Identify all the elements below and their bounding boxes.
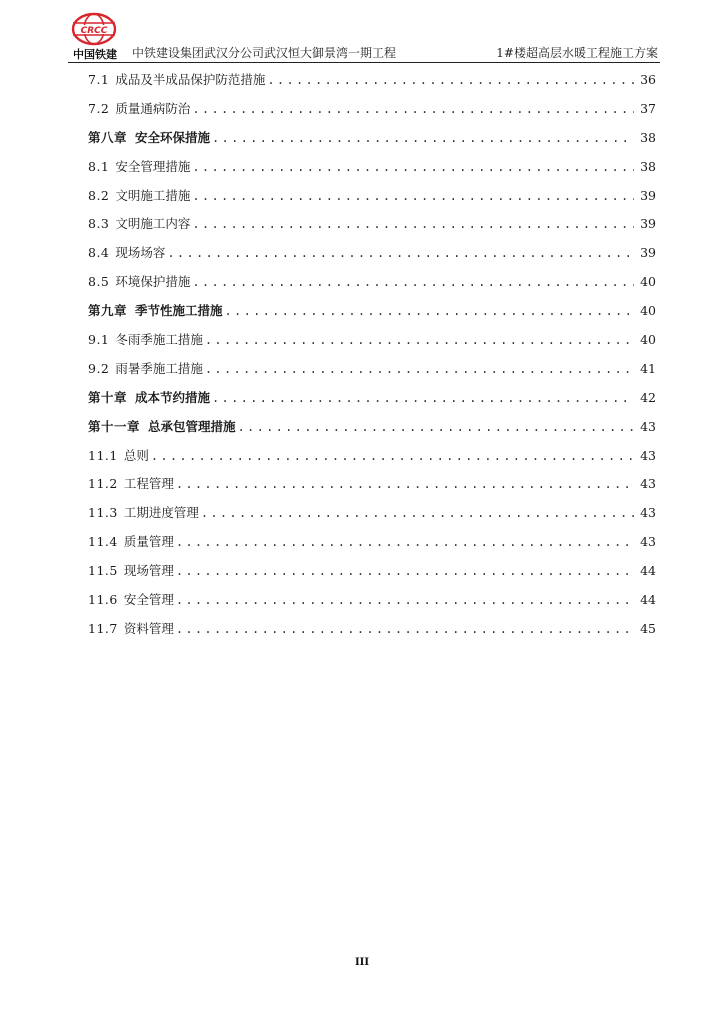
toc-entry-page: 44 [640, 563, 656, 579]
toc-entry-title: 安全环保措施 [135, 129, 211, 145]
toc-dot-leader [192, 268, 634, 297]
toc-entry-title: 成本节约措施 [135, 389, 211, 405]
toc-dot-leader [192, 95, 634, 124]
header-document-title: 1#楼超高层水暖工程施工方案 [496, 46, 658, 60]
toc-entry-title: 质量通病防治 [115, 100, 191, 116]
toc-entry-number: 第十章 [88, 389, 128, 405]
toc-section-entry[interactable] [88, 355, 656, 384]
toc-entry-page: 37 [640, 100, 656, 116]
toc-entry-page: 36 [640, 72, 656, 87]
toc-entry-number: 11.4 [88, 534, 118, 550]
toc-chapter-entry[interactable] [88, 384, 656, 413]
toc-entry-page: 43 [640, 534, 656, 550]
toc-entry-page: 43 [640, 505, 656, 521]
toc-entry-title: 工期进度管理 [123, 505, 199, 521]
toc-section-entry[interactable] [88, 239, 656, 268]
table-of-contents [88, 66, 656, 644]
toc-dot-leader [151, 442, 634, 471]
toc-section-entry[interactable] [88, 528, 656, 557]
toc-entry-page: 39 [640, 216, 656, 232]
toc-entry-page: 38 [640, 158, 656, 174]
toc-entry-number: 第九章 [88, 303, 128, 319]
toc-section-entry[interactable] [88, 586, 656, 615]
header-project-title: 中铁建设集团武汉分公司武汉恒大御景湾一期工程 [132, 46, 397, 60]
toc-entry-number: 11.7 [88, 620, 118, 636]
toc-chapter-entry[interactable] [88, 297, 656, 326]
toc-entry-page: 39 [640, 187, 656, 203]
toc-dot-leader [167, 239, 634, 268]
toc-dot-leader [176, 615, 634, 644]
toc-entry-number: 11.1 [88, 447, 118, 463]
toc-dot-leader [192, 153, 634, 182]
toc-entry-title: 季节性施工措施 [135, 303, 223, 319]
toc-entry-number: 第八章 [88, 129, 128, 145]
toc-entry-title: 现场管理 [123, 563, 174, 579]
toc-section-entry[interactable] [88, 95, 656, 124]
toc-entry-page: 43 [640, 476, 656, 492]
crcc-logo [68, 12, 120, 62]
toc-entry-title: 安全管理 [123, 592, 174, 608]
crcc-globe-icon [70, 12, 118, 48]
toc-entry-title: 安全管理措施 [115, 158, 191, 174]
toc-entry-number: 9.1 [88, 332, 110, 348]
toc-entry-number: 8.5 [88, 274, 110, 290]
toc-entry-page: 41 [640, 360, 656, 376]
toc-section-entry[interactable] [88, 66, 656, 95]
toc-entry-number: 9.2 [88, 360, 110, 376]
toc-entry-number: 7.2 [88, 100, 110, 116]
toc-entry-number: 11.6 [88, 592, 118, 608]
toc-entry-page: 45 [640, 620, 656, 636]
toc-section-entry[interactable] [88, 153, 656, 182]
toc-entry-title: 总承包管理措施 [148, 418, 236, 434]
toc-entry-number: 第十一章 [88, 418, 141, 434]
toc-dot-leader [238, 413, 634, 442]
toc-entry-page: 43 [640, 418, 656, 434]
toc-dot-leader [201, 499, 634, 528]
toc-section-entry[interactable] [88, 499, 656, 528]
toc-entry-title: 冬雨季施工措施 [115, 332, 203, 348]
toc-chapter-entry[interactable] [88, 124, 656, 153]
toc-entry-page: 40 [640, 332, 656, 348]
toc-entry-page: 38 [640, 129, 656, 145]
toc-entry-number: 11.2 [88, 476, 118, 492]
toc-section-entry[interactable] [88, 182, 656, 211]
toc-entry-title: 雨暑季施工措施 [115, 360, 203, 376]
toc-entry-title: 文明施工措施 [115, 187, 191, 203]
toc-dot-leader [176, 557, 634, 586]
toc-section-entry[interactable] [88, 326, 656, 355]
toc-entry-page: 42 [640, 389, 656, 405]
toc-entry-number: 7.1 [88, 72, 110, 87]
logo-mark-text: CRCC [80, 26, 108, 36]
toc-dot-leader [212, 124, 634, 153]
toc-entry-title: 成品及半成品保护防范措施 [115, 72, 266, 87]
toc-section-entry[interactable] [88, 442, 656, 471]
toc-dot-leader [205, 326, 634, 355]
toc-section-entry[interactable] [88, 470, 656, 499]
toc-section-entry[interactable] [88, 557, 656, 586]
toc-entry-page: 40 [640, 303, 656, 319]
toc-entry-number: 8.4 [88, 245, 110, 261]
logo-text: 中国铁建 [73, 48, 117, 61]
toc-entry-page: 43 [640, 447, 656, 463]
toc-entry-number: 11.5 [88, 563, 118, 579]
toc-section-entry[interactable] [88, 210, 656, 239]
toc-dot-leader [176, 586, 634, 615]
toc-dot-leader [225, 297, 634, 326]
toc-entry-page: 44 [640, 592, 656, 608]
toc-dot-leader [267, 66, 634, 95]
toc-entry-title: 现场场容 [115, 245, 166, 261]
toc-dot-leader [176, 470, 634, 499]
toc-chapter-entry[interactable] [88, 413, 656, 442]
toc-entry-title: 总则 [123, 447, 149, 463]
page-header [68, 12, 660, 62]
page-number: III [354, 957, 370, 968]
toc-entry-title: 工程管理 [123, 476, 174, 492]
toc-entry-title: 质量管理 [123, 534, 174, 550]
toc-entry-title: 环境保护措施 [115, 274, 191, 290]
toc-dot-leader [212, 384, 634, 413]
toc-section-entry[interactable] [88, 615, 656, 644]
toc-dot-leader [192, 210, 634, 239]
toc-entry-number: 8.3 [88, 216, 110, 232]
toc-entry-page: 39 [640, 245, 656, 261]
toc-dot-leader [205, 355, 634, 384]
toc-entry-title: 文明施工内容 [115, 216, 191, 232]
toc-entry-number: 8.2 [88, 187, 110, 203]
toc-dot-leader [192, 182, 634, 211]
toc-dot-leader [176, 528, 634, 557]
toc-entry-number: 8.1 [88, 158, 110, 174]
toc-section-entry[interactable] [88, 268, 656, 297]
toc-entry-number: 11.3 [88, 505, 118, 521]
toc-entry-page: 40 [640, 274, 656, 290]
toc-entry-title: 资料管理 [123, 620, 174, 636]
header-divider [68, 62, 660, 63]
